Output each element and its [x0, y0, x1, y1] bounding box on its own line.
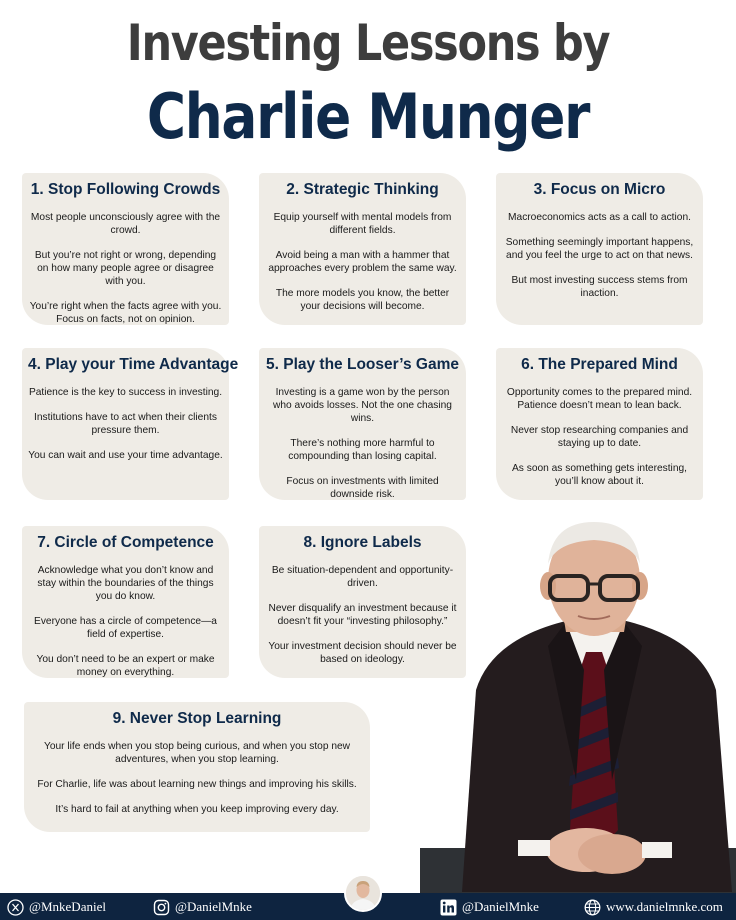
lesson-text: Equip yourself with mental models from different fields.	[273, 212, 452, 236]
page-title-line-1: Investing Lessons by	[126, 14, 610, 72]
footer-x-link[interactable]	[7, 898, 106, 916]
lesson-text: Your investment decision should never be based on ideology.	[268, 641, 457, 665]
lesson-heading: 7. Circle of Competence	[37, 534, 214, 551]
lesson-text: Your life ends when you stop being curious, and when you stop new adventures, when you stop learning.	[43, 741, 351, 765]
lesson-text: There’s nothing more harmful to compounding than losing capital.	[288, 438, 437, 462]
lesson-text: Institutions have to act when their clients pressure them.	[34, 412, 217, 436]
lesson-text: For Charlie, life was about learning new things and improving his skills.	[37, 779, 357, 790]
lesson-heading: 8. Ignore Labels	[303, 534, 422, 551]
lesson-text: Never disqualify an investment because it doesn’t fit your “investing philosophy.”	[268, 603, 457, 627]
globe-icon	[584, 899, 601, 916]
charlie-munger-portrait	[452, 520, 736, 892]
lesson-heading: 6. The Prepared Mind	[521, 356, 678, 373]
lesson-text: Most people unconsciously agree with the crowd.	[30, 212, 221, 236]
lesson-text: Focus on investments with limited downside risk.	[286, 476, 439, 500]
lesson-text: The more models you know, the better your decisions will become.	[275, 288, 450, 312]
lesson-text: But you’re not right or wrong, depending on how many people agree or disagree with you.	[34, 250, 217, 287]
footer-instagram-link[interactable]	[153, 898, 252, 916]
lesson-heading: 4. Play your Time Advantage	[28, 356, 239, 373]
lesson-text: You don’t need to be an expert or make money on everything.	[36, 654, 215, 678]
lesson-text: You can wait and use your time advantage.	[28, 450, 223, 461]
linkedin-icon	[440, 899, 457, 916]
lesson-text: As soon as something gets interesting, you’ll know about it.	[512, 463, 687, 487]
x-logo-icon	[7, 899, 24, 916]
lesson-card-8	[259, 526, 466, 678]
page-title-line-2: Charlie Munger	[146, 80, 590, 153]
lesson-text: You’re right when the facts agree with you. Focus on facts, not on opinion.	[29, 301, 222, 325]
instagram-handle: @DanielMnke	[175, 899, 252, 914]
website-link-text: www.danielmnke.com	[606, 899, 723, 914]
lesson-text: It’s hard to fail at anything when you keep improving every day.	[55, 804, 339, 815]
footer-website-link[interactable]	[584, 898, 723, 916]
lesson-text: Acknowledge what you don’t know and stay within the boundaries of the things you do know.	[37, 565, 214, 602]
instagram-icon	[153, 899, 170, 916]
lesson-heading: 3. Focus on Micro	[533, 181, 666, 198]
lesson-heading: 1. Stop Following Crowds	[30, 181, 221, 198]
lesson-card-3	[496, 173, 703, 325]
lesson-text: Be situation-dependent and opportunity-driven.	[271, 565, 454, 589]
lesson-text: Never stop researching companies and staying up to date.	[510, 425, 689, 449]
x-handle: @MnkeDaniel	[29, 899, 106, 914]
author-avatar	[344, 874, 382, 912]
lesson-text: But most investing success stems from inaction.	[511, 275, 688, 299]
lesson-text: Opportunity comes to the prepared mind. Patience doesn’t mean to lean back.	[506, 387, 693, 411]
lesson-card-5	[259, 348, 466, 500]
lesson-heading: 9. Never Stop Learning	[112, 710, 282, 727]
lesson-text: Macroeconomics acts as a call to action.	[508, 212, 691, 223]
lesson-heading: 2. Strategic Thinking	[286, 181, 439, 198]
lesson-text: Something seemingly important happens, and you feel the urge to act on that news.	[505, 237, 694, 261]
lesson-text: Avoid being a man with a hammer that approaches every problem the same way.	[268, 250, 457, 274]
footer-linkedin-link[interactable]	[440, 898, 539, 916]
lesson-heading: 5. Play the Looser’s Game	[266, 356, 459, 373]
linkedin-handle: @DanielMnke	[462, 899, 539, 914]
lesson-card-6	[496, 348, 703, 500]
lesson-card-1	[22, 173, 229, 325]
lesson-text: Patience is the key to success in investing.	[28, 387, 223, 398]
lesson-text: Everyone has a circle of competence—a field of expertise.	[34, 616, 217, 640]
lesson-card-9	[24, 702, 370, 832]
lesson-card-7	[22, 526, 229, 678]
lesson-text: Investing is a game won by the person who avoids losses. Not the one chasing wins.	[273, 387, 452, 424]
lesson-card-4	[22, 348, 239, 500]
lesson-card-2	[259, 173, 466, 325]
